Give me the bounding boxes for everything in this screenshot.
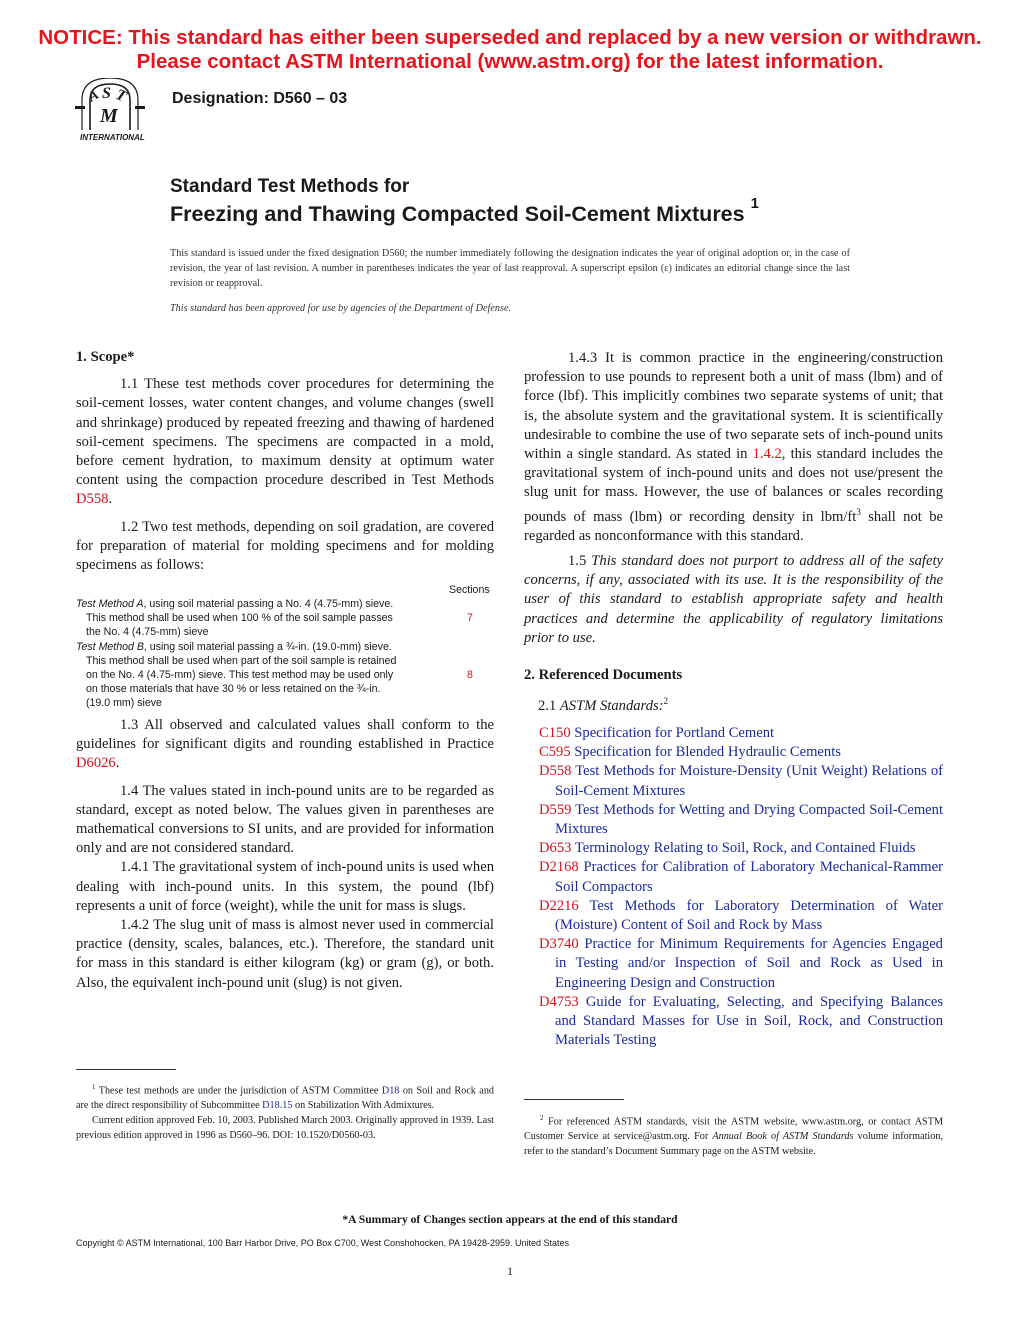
- para-1-5-italic: This standard does not purport to address all of the safety concerns, if any, associated with its use. It is the responsibility of the user of this standard to establish appropriate safety and health practices and determine the applicability of regulatory limitations prior to use.: [524, 552, 943, 646]
- reference-code-link[interactable]: D653: [539, 840, 572, 857]
- footnote-2: [524, 1111, 943, 1159]
- method-b-line4: on those materials that have 30 % or less retained on the ¾-in.: [86, 683, 381, 696]
- method-b-section-link[interactable]: 8: [467, 669, 473, 681]
- svg-text:A: A: [86, 87, 102, 106]
- footnote-1-edition: Current edition approved Feb. 10, 2003. Published March 2003. Originally approved in 1939. Last previous edition approved in 1996 as D560–96. DOI: 10.1520/D0560-03.: [76, 1115, 494, 1142]
- left-column-cont: [76, 716, 494, 993]
- reference-code-link[interactable]: C595: [539, 744, 571, 761]
- method-a-block: [76, 597, 476, 711]
- footnote-1-text-c: on Stabilization With Admixtures.: [292, 1100, 435, 1112]
- reference-item: [524, 935, 943, 993]
- reference-title-link[interactable]: Practice for Minimum Requirements for Agencies Engaged in Testing and/or Inspection of Soil and Rock as Used in Engineering Design and Construction: [555, 936, 943, 991]
- footnote-2-mark: 2: [540, 1114, 544, 1122]
- reference-item: [524, 801, 943, 839]
- reference-title-link[interactable]: Test Methods for Moisture-Density (Unit Weight) Relations of Soil-Cement Mixtures: [555, 763, 943, 799]
- reference-code-link[interactable]: D2216: [539, 897, 579, 914]
- title-footnote-mark: 1: [750, 195, 759, 212]
- svg-text:T: T: [112, 86, 130, 106]
- withdrawn-notice-line1: NOTICE: This standard has either been superseded and replaced by a new version or withdrawn.: [38, 26, 982, 49]
- designation: Designation: D560 – 03: [172, 90, 348, 107]
- reference-item: [524, 724, 943, 743]
- reference-list: [524, 724, 943, 1050]
- method-a-name: Test Method A: [76, 598, 144, 610]
- reference-title-link[interactable]: Test Methods for Laboratory Determination of Water (Moisture) Content of Soil and Rock by Mass: [555, 897, 943, 934]
- footnote-2-text-a: For referenced ASTM standards, visit the ASTM website, www.astm.org, or contact ASTM Customer Service at service@astm.org. For: [524, 1116, 943, 1143]
- para-1-4-3: [524, 349, 943, 546]
- title-line1: Standard Test Methods for: [170, 176, 410, 197]
- left-column: [76, 348, 494, 575]
- dod-approval-note: This standard has been approved for use by agencies of the Department of Defense.: [170, 303, 512, 314]
- para-1-5: [524, 552, 943, 648]
- footnote-rule-right: [524, 1099, 624, 1100]
- summary-of-changes-note: *A Summary of Changes section appears at the end of this standard: [342, 1213, 678, 1226]
- reference-title-link[interactable]: Specification for Blended Hydraulic Cements: [574, 744, 841, 761]
- para-1-4-3-text-a: 1.4.3 It is common practice in the engineering/construction profession to use pounds to represent both a unit of mass (lbm) and of force (lbf). This implicitly combines two separate systems of unit; that is, the absolute system and the gravitational system. It is scientifically undesirable to combine the use of two separate sets of inch-pound units within a single standard. As stated in: [524, 350, 943, 463]
- page-number: 1: [507, 1264, 513, 1278]
- link-d6026[interactable]: D6026: [76, 755, 116, 772]
- para-1-1-text: 1.1 These test methods cover procedures for determining the soil-cement losses, water content changes, and volume changes (swell and shrinkage) produced by repeated freezing and thawing of hardened soil-cement specimens. The specimens are compacted in a mold, before cement hydration, to maximum density at optimum water content using the compaction procedure described in Test Methods: [76, 376, 494, 489]
- reference-item: [524, 993, 943, 1051]
- para-1-4-1: 1.4.1 The gravitational system of inch-pound units is used when dealing with inch-pound units. In this system, the pound (lbf) represents a unit of force (weight), while the unit for mass is slugs.: [76, 859, 494, 914]
- para-1-4-2: 1.4.2 The slug unit of mass is almost never used in commercial practice (density, scales, balances, etc.). Therefore, the standard unit for mass in this standard is either kilogram (kg) or gram (g), or both. Also, the equivalent inch-pound unit (slug) is not given.: [76, 917, 494, 991]
- reference-code-link[interactable]: D2168: [539, 859, 579, 876]
- para-1-2: 1.2 Two test methods, depending on soil gradation, are covered for preparation of material for molding specimens and for molding specimens as follows:: [76, 518, 494, 574]
- para-1-5-lead: 1.5: [568, 552, 592, 569]
- footnote-rule-left: [76, 1069, 176, 1070]
- title-main: Freezing and Thawing Compacted Soil-Cement Mixtures: [170, 202, 745, 227]
- footnote-1-text-a: These test methods are under the jurisdiction of ASTM Committee: [95, 1085, 382, 1097]
- method-b-line5: (19.0 mm) sieve: [86, 697, 162, 710]
- astm-logo: [72, 78, 162, 144]
- refdocs-heading: 2. Referenced Documents: [524, 666, 683, 683]
- reference-title-link[interactable]: Test Methods for Wetting and Drying Compacted Soil-Cement Mixtures: [555, 801, 944, 838]
- reference-code-link[interactable]: D558: [539, 763, 572, 780]
- withdrawn-notice-line2: Please contact ASTM International (www.astm.org) for the latest information.: [136, 50, 884, 73]
- para-1-4-3-sup: 3: [856, 506, 861, 517]
- reference-title-link[interactable]: Practices for Calibration of Laboratory Mechanical-Rammer Soil Compactors: [555, 859, 943, 895]
- right-column: [524, 349, 943, 716]
- para-1-3-text: 1.3 All observed and calculated values shall conform to the guidelines for significant digits and rounding established in Practice: [76, 717, 494, 753]
- link-1-4-2[interactable]: 1.4.2: [752, 446, 782, 463]
- sections-label: Sections: [449, 584, 490, 596]
- reference-code-link[interactable]: D559: [539, 801, 572, 818]
- para-1-1: [76, 375, 494, 509]
- method-a-line1: , using soil material passing a No. 4 (4.75-mm) sieve.: [143, 598, 394, 610]
- reference-item: [524, 839, 943, 858]
- reference-item: [524, 762, 943, 800]
- svg-text:M: M: [100, 105, 118, 127]
- footnote-1: [76, 1080, 494, 1143]
- method-a-line2: This method shall be used when 100 % of the soil sample passes: [86, 612, 393, 625]
- para-1-4-3-text-b: , this standard includes the gravitational system of inch-pound units and does not use/present the slug unit for mass. However, the use of balances or scales recording pounds of mass (lbm) or recording density in lbm/ft: [524, 446, 943, 525]
- scope-heading: 1. Scope*: [76, 349, 135, 365]
- link-d558[interactable]: D558: [76, 491, 109, 508]
- method-b-line1: , using soil material passing a ¾-in. (19.0-mm) sieve.: [143, 640, 392, 653]
- para-2-1-italic: ASTM Standards:: [559, 697, 664, 714]
- para-1-3-end: .: [115, 755, 120, 772]
- svg-text:S: S: [102, 85, 111, 102]
- reference-code-link[interactable]: D3740: [539, 936, 579, 953]
- reference-code-link[interactable]: D4753: [539, 993, 579, 1010]
- footnote-2-text-b: volume information, refer to the standard’s Document Summary page on the ASTM website.: [524, 1131, 943, 1158]
- standard-issue-note: This standard is issued under the fixed designation D560; the number immediately following the designation indicates the year of original adoption or, in the case of revision, the year of last revision. A number in parentheses indicates the year of last reapproval. A superscript epsilon (ε) indicates an editorial change since the last revision or reapproval.: [170, 248, 850, 289]
- reference-title-link[interactable]: Specification for Portland Cement: [574, 725, 775, 741]
- method-b-line3: on the No. 4 (4.75-mm) sieve. This test method may be used only: [86, 669, 394, 682]
- para-1-4-3-text-c: shall not be regarded as nonconformance with this standard.: [524, 508, 943, 544]
- para-1-4: 1.4 The values stated in inch-pound units are to be regarded as standard, except as noted below. The values given in parentheses are mathematical conversions to SI units, and are provided for information only and are not considered standard.: [76, 782, 494, 857]
- footnote-1-mark: 1: [92, 1083, 96, 1091]
- method-a-line3: the No. 4 (4.75-mm) sieve: [86, 626, 209, 639]
- reference-code-link[interactable]: C150: [539, 725, 571, 741]
- reference-item: [524, 858, 943, 896]
- copyright: Copyright © ASTM International, 100 Barr Harbor Drive, PO Box C700, West Conshohocken, PA 19428-2959. United States: [76, 1238, 570, 1248]
- astm-logo-icon: [72, 78, 162, 144]
- logo-wordmark: INTERNATIONAL: [80, 133, 145, 142]
- link-d18[interactable]: D18: [381, 1085, 400, 1097]
- link-d18-15[interactable]: D18.15: [262, 1100, 293, 1112]
- para-2-1-lead: 2.1: [538, 697, 560, 714]
- reference-item: [524, 897, 943, 935]
- method-b-line2: This method shall be used when part of the soil sample is retained: [86, 654, 397, 667]
- para-2-1-sup: 2: [663, 696, 669, 707]
- reference-title-link[interactable]: Terminology Relating to Soil, Rock, and Contained Fluids: [574, 840, 916, 857]
- reference-item: [524, 743, 943, 762]
- para-2-1: [524, 692, 943, 716]
- reference-title-link[interactable]: Guide for Evaluating, Selecting, and Specifying Balances and Standard Masses for Use in Soil, Rock, and Construction Materials Testing: [555, 993, 944, 1049]
- footnote-2-italic: Annual Book of ASTM Standards: [712, 1131, 854, 1143]
- para-1-3: [76, 716, 494, 774]
- footnote-1-text-b: on Soil and Rock and are the direct responsibility of Subcommittee: [76, 1085, 495, 1112]
- title-line2: [170, 195, 759, 227]
- method-a-section-link[interactable]: 7: [467, 612, 473, 624]
- para-1-1-end: .: [108, 491, 113, 508]
- method-b-name: Test Method B: [76, 640, 144, 653]
